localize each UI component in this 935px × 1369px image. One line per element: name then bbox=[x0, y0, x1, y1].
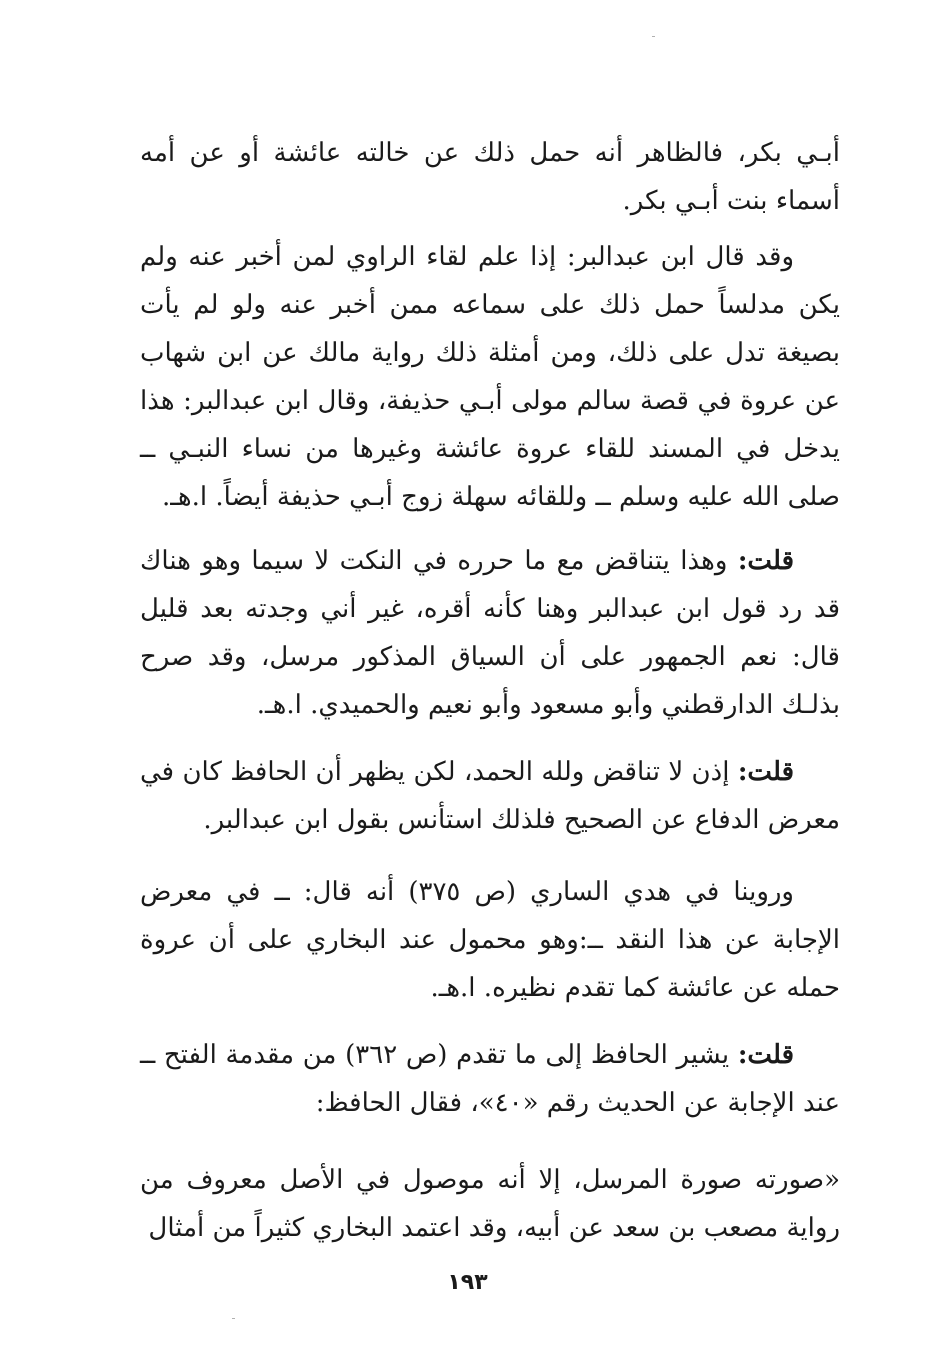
paragraph-4-text: إذن لا تناقض ولله الحمد، لكن يظهر أن الحافظ كان في معرض الدفاع عن الصحيح فلذلك استأنس بقول ابن عبدالبر. bbox=[140, 757, 840, 835]
paragraph-5-text: وروينا في هدي الساري (ص ٣٧٥) أنه قال: ــ في معرض الإجابة عن هذا النقد ــ:وهو محمول عند البخاري على أن عروة حمله عن عائشة كما تقدم نظيره. ا.هـ. bbox=[140, 877, 840, 1003]
paragraph-4-lead: قلت: bbox=[737, 757, 794, 787]
paragraph-4 bbox=[140, 748, 840, 844]
paragraph-6-text: يشير الحافظ إلى ما تقدم (ص ٣٦٢) من مقدمة الفتح ــ عند الإجابة عن الحديث رقم «٤٠»، فقال الحافظ: bbox=[140, 1040, 840, 1118]
paragraph-6 bbox=[140, 1031, 840, 1127]
paragraph-5 bbox=[140, 868, 840, 1012]
paragraph-2 bbox=[140, 233, 840, 521]
paragraph-2-block bbox=[140, 233, 840, 521]
paragraph-7-text: «صورته صورة المرسل، إلا أنه موصول في الأصل معروف من رواية مصعب بن سعد عن أبيه، وقد اعتمد البخاري كثيراً من أمثال bbox=[140, 1165, 840, 1243]
paragraph-3-lead: قلت: bbox=[737, 546, 794, 576]
paragraph-3-text: وهذا يتناقض مع ما حرره في النكت لا سيما وهو هناك قد رد قول ابن عبدالبر وهنا كأنه أقره، غير أني وجدته بعد قليل قال: نعم الجمهور على أن السياق المذكور مرسل، وقد صرح بذلـك الدارقطني وأبو مسعود وأبو نعيم والحميدي. ا.هـ. bbox=[140, 546, 840, 720]
paragraph-4-block bbox=[140, 748, 840, 844]
paragraph-1-text: أبـي بكر، فالظاهر أنه حمل ذلك عن خالته عائشة أو عن أمه أسماء بنت أبـي بكر. bbox=[140, 138, 840, 216]
paragraph-1-block bbox=[140, 129, 840, 225]
page-number: ١٩٣ bbox=[447, 1270, 488, 1295]
paragraph-3-block bbox=[140, 537, 840, 729]
paragraph-7-block bbox=[140, 1156, 840, 1252]
paragraph-2-text: وقد قال ابن عبدالبر: إذا علم لقاء الراوي لمن أخبر عنه ولم يكن مدلساً حمل ذلك على سماعه ممن أخبر عنه ولو لم يأت بصيغة تدل على ذلك، ومن أمثلة ذلك رواية مالك عن ابن شهاب عن عروة في قصة سالم مولى أبـي حذيفة، وقال ابن عبدالبر: هذا يدخل في المسند للقاء عروة عائشة وغيرها من نساء النبـي ــ صلى الله عليه وسلم ــ وللقائه سهلة زوج أبـي حذيفة أيضاً. ا.هـ. bbox=[140, 242, 840, 512]
paragraph-6-lead: قلت: bbox=[737, 1040, 794, 1070]
scan-speck bbox=[232, 1318, 235, 1319]
paragraph-7 bbox=[140, 1156, 840, 1252]
paragraph-1 bbox=[140, 129, 840, 225]
paragraph-6-block bbox=[140, 1031, 840, 1127]
scan-speck bbox=[652, 36, 655, 37]
paragraph-3 bbox=[140, 537, 840, 729]
paragraph-5-block bbox=[140, 868, 840, 1012]
